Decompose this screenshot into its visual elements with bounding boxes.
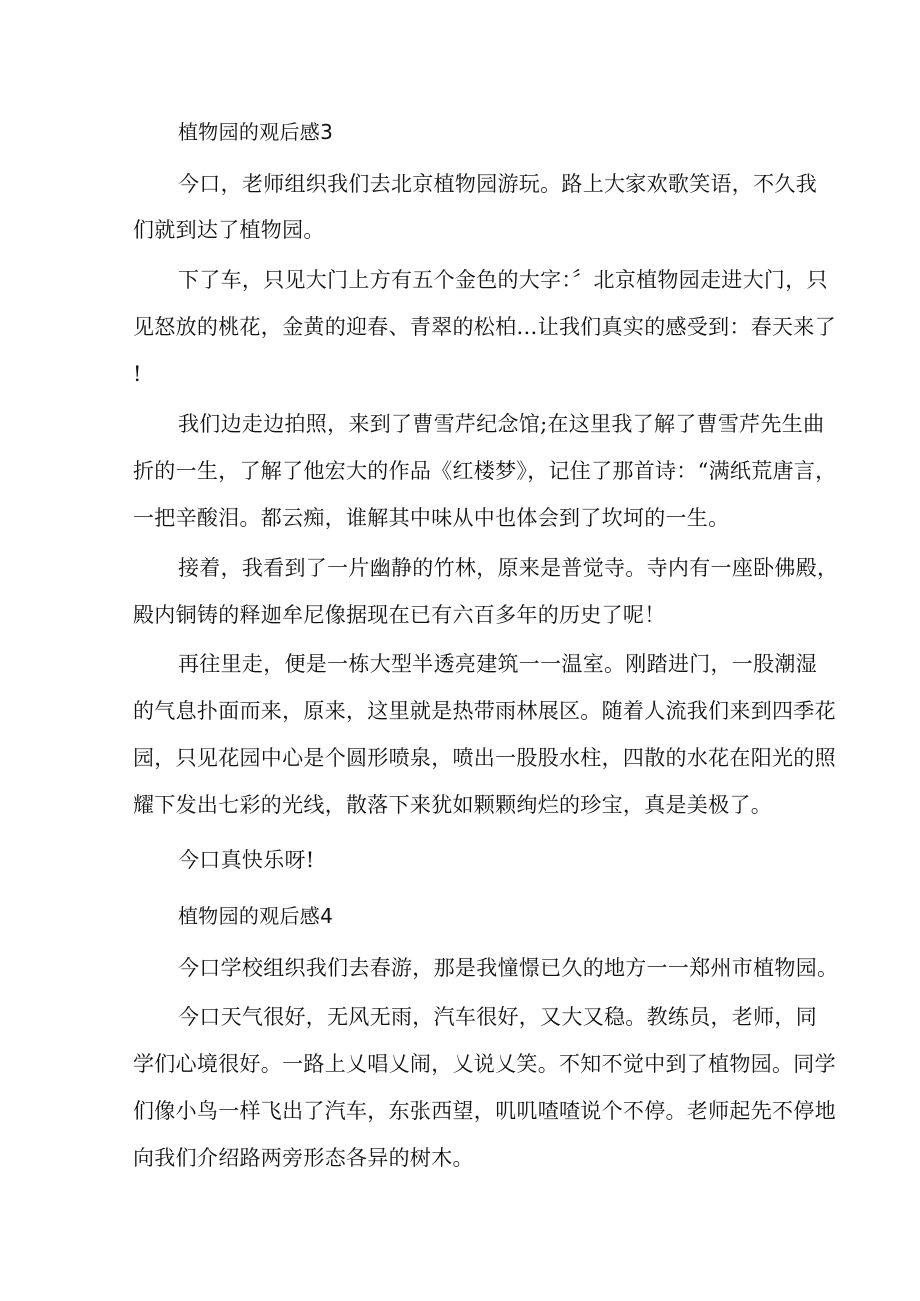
paragraph-line: 园，只见花园中心是个圆形喷泉，喷出一股股水柱，四散的水花在阳光的照 [133,746,836,770]
paragraph-line: 下了车，只见大门上方有五个金色的大字：〞北京植物园走进大门，只 [178,268,828,292]
paragraph-line: 向我们介绍路两旁形态各异的树木。 [133,1146,474,1170]
paragraph-line: 接着，我看到了一片幽静的竹林，原来是普觉寺。寺内有一座卧佛殿， [178,556,839,580]
paragraph-line: 殿内铜铸的释迦牟尼像据现在已有六百多年的历史了呢！ [133,603,666,627]
paragraph-line: 今口，老师组织我们去北京植物园游玩。路上大家欢歌笑语，不久我 [178,172,817,196]
section-title: 植物园的观后感3 [178,120,334,144]
paragraph-line: 的气息扑面而来，原来，这里就是热带雨林展区。随着人流我们来到四季花 [133,699,836,723]
paragraph-line: 折的一生，了解了他宏大的作品《红楼梦》，记住了那首诗：“满纸荒唐言， [133,459,837,483]
paragraph-line: 再往里走，便是一栋大型半透亮建筑一一温室。刚踏进门，一股潮湿 [178,652,817,676]
paragraph-line: 学们心境很好。一路上乂唱乂闹，乂说乂笑。不知不觉中到了植物园。同学 [133,1052,836,1076]
paragraph-line: 今口天气很好，无风无雨，汽车很好，又大又稳。教练员，老师，同 [178,1005,817,1029]
paragraph-line: 见怒放的桃花，金黄的迎春、青翠的松柏…让我们真实的感受到：春天来了 [133,315,836,339]
paragraph-line: 们就到达了植物园。 [133,218,325,242]
section-title: 植物园的观后感4 [178,904,334,928]
paragraph-line: 一把辛酸泪。都云痴，谁解其中味从中也体会到了坎坷的一生。 [133,506,730,530]
paragraph-line: 今口真快乐呀! [178,848,315,872]
paragraph-line: 耀下发出七彩的光线，散落下来犹如颗颗绚烂的珍宝，真是美极了。 [133,793,772,817]
paragraph-line: ! [133,362,142,386]
paragraph-line: 我们边走边拍照，来到了曹雪芹纪念馆;在这里我了解了曹雪芹先生曲 [178,412,825,436]
paragraph-line: 们像小鸟一样飞出了汽车，东张西望，叽叽喳喳说个不停。老师起先不停地 [133,1099,836,1123]
paragraph-line: 今口学校组织我们去春游，那是我憧憬已久的地方一一郑州市植物园。 [178,956,839,980]
